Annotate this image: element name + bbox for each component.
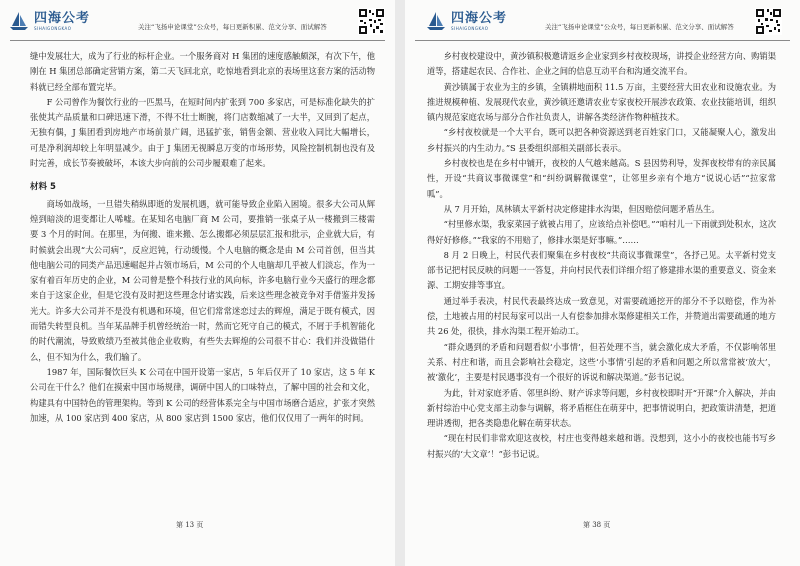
right-page-body bbox=[427, 49, 776, 462]
brand-logo bbox=[425, 10, 507, 32]
paragraph: 从 7 月开始，凤林镇太平新村决定修建排水沟渠，但因赔偿问题矛盾丛生。 bbox=[443, 203, 720, 214]
right-page-header bbox=[405, 0, 800, 48]
header-divider bbox=[10, 40, 385, 41]
left-page-header bbox=[0, 0, 395, 48]
paragraph: 为此，针对家庭矛盾、邻里纠纷、财产诉求等问题，乡村夜校即时开“开课”介入解决，并由新村综治中心党支部主动参与调解，将矛盾框住在萌芽中，把事情说明白，把政策讲清楚，把道理讲透彻，把各类隐患化解在萌芽状态。 bbox=[427, 387, 776, 429]
brand-logo bbox=[8, 10, 90, 32]
paragraph: “乡村夜校就是一个大平台，既可以把各种资源送到老百姓家门口，又能凝聚人心，激发出乡村振兴的内生动力。”S 县委组织部相关副部长表示。 bbox=[427, 127, 776, 153]
promo-text: 关注“飞扬申论课堂”公众号，每日更新积累、范文分享、面试解答 bbox=[138, 23, 327, 31]
brand-name: 四海公考 bbox=[34, 10, 91, 26]
brand-subtitle: SIHAIGONGKAO bbox=[34, 25, 72, 31]
paragraph: 缝中发展壮大，成为了行业的标杆企业。一个服务商对 H 集团的速度感触颇深，有次下午，他刚在 H 集团总部确定营销方案，第二天飞回北京，吃惊地看到北京的表场里这套方案的活动物料就已经全部布置完毕。 bbox=[30, 51, 375, 92]
paragraph: 商场如战场，一旦错失稍纵即逝的发展机遇，就可能导致企业陷入困境。很多大公司从辉煌到暗淡的退变都让人唏嘘。在某知名电脑厂商 M 公司，要推销一张桌子从一楼搬到三楼需要 3 个月的时间。在那里，为何搬、谁来搬、怎么搬都必须层层汇报和批示，企业就大后，有时候就会出现“大公司病”，反应迟钝，行动缓慢。个人电脑的概念是由 M 公司首创，但当其他电脑公司的同类产品迅速崛起并占领市场后，M 公司的个人电脑却几乎被人们淡忘，作为一家有着百年历史的企业，M 公司曾是整个科技行业的风向标，许多电脑行业今天盛行的理念都来自于这家企业，但是它没有及时把这些理念付诸实践，后来这些理念被竞争对手借鉴并发扬光大。许多大公司并不是没有机遇和环境，但它们常常迷恋过去的辉煌，满足于既有模式，因而错失转型良机。当年某品牌手机曾经统治一时，然而它死守自己的模式，不屑于手机智能化的时代潮流，导致败绩乃至被其他企业收购，有些失去辉煌的公司很不甘心：我们并没做错什么，但不知为什么，我们输了。 bbox=[30, 198, 375, 362]
paragraph: “村里修水渠，我家菜园子就被占用了，应该给点补偿吧。”“咱村儿一下雨就到处积水，这次得好好修修。”“我家的不用赔了，修排水渠是好事嘛。”…… bbox=[427, 219, 776, 245]
page-number: 第 38 页 bbox=[583, 521, 611, 529]
left-page bbox=[0, 0, 395, 566]
section-title: 材料 5 bbox=[30, 182, 56, 193]
brand-subtitle: SIHAIGONGKAO bbox=[451, 25, 489, 31]
paragraph: 乡村夜校也是在乡村中铺开，夜校的人气越来越高。S 县因势利导，发挥夜校带有的亲民属性，开设“共商议事微课堂”和“纠纷调解微课堂”，让邻里乡亲有个地方“说说心话”“拉家常呱”。 bbox=[427, 158, 776, 199]
right-page bbox=[405, 0, 800, 566]
paragraph: 通过举手表决，村民代表最终达成一致意见，对需要疏通挖开的部分不予以赔偿，作为补偿，土地被占用的村民每家可以出一人有偿参加排水渠修建相关工作，并赞道出需要疏通的地方共 26 处，很快，排水沟渠工程开始动工。 bbox=[427, 295, 776, 337]
page-number: 第 13 页 bbox=[176, 521, 204, 529]
paragraph: F 公司曾作为餐饮行业的一匹黑马，在短时间内扩张到 700 多家店，可是标准化缺失的扩张使其产品质量和口碑迅速下滑，不得不壮士断腕，将门店数缩减了一大半，又回到了起点，无独有偶，J 集团看到房地产市场前景广阔，迅猛扩张，销售金额、营业收入同比大幅增长，可是净利润却较上年明显减少。由于 J 集团无视瞬息万变的市场形势，风险控制机制也没有及时完善，成长节奏被破坏，本该大步向前的公司步履艰难了起来。 bbox=[30, 96, 375, 169]
paragraph: 8 月 2 日晚上，村民代表们聚集在乡村夜校“共商议事微课堂”，各抒己见。太平新村党支部书记把村民反映的问题一一答复，并向村民代表们详细介绍了修建排水渠的重要意义、资金来源、工期安排等事宜。 bbox=[427, 249, 776, 291]
brand-name: 四海公考 bbox=[451, 10, 508, 26]
sailboat-logo-icon bbox=[8, 10, 30, 32]
paragraph: “群众遇到的矛盾和问题看似‘小事情’，但若处理不当，就会激化成大矛盾，不仅影响邻里关系、村庄和谐，而且会影响社会稳定，这些‘小事情’引起的矛盾和问题之所以常常被‘放大’，被‘激化’，主要是村民遇事没有一个很好的诉说和解决渠道。”彭书记说。 bbox=[427, 341, 776, 383]
paragraph: “现在村民们非常欢迎这夜校，村庄也变得越来越和谐。没想到，这小小的夜校也能书写乡村振兴的‘大文章’！”彭书记说。 bbox=[427, 433, 776, 459]
paragraph: 黄沙镇属于农业为主的乡镇，全镇耕地面积 11.5 万亩，主要经营大田农业和设施农业。为推进规模种植、发展现代农业，黄沙镇还邀请农业专家夜校开展涉农政策、农业技能培训，组织镇内规范家庭农场与部分合作社负责人，讲解各类经济作物种植技术。 bbox=[427, 81, 776, 123]
paragraph: 乡村夜校建设中，黄沙镇积极邀请返乡企业家到乡村夜校现场，讲授企业经营方向、购销渠道等，搭建起农民、合作社、企业之间的信息互动平台和沟通交流平台。 bbox=[427, 51, 776, 77]
promo-text: 关注“飞扬申论课堂”公众号，每日更新积累、范文分享、面试解答 bbox=[545, 23, 734, 31]
left-page-body bbox=[30, 49, 375, 426]
qr-code-icon bbox=[755, 8, 782, 35]
qr-code-icon bbox=[358, 8, 385, 35]
paragraph: 1987 年，国际餐饮巨头 K 公司在中国开设第一家店，5 年后仅开了 10 家店，这 5 年 K 公司在干什么？他们在摸索中国市场规律，调研中国人的口味特点，了解中国的社会和文化，构建具有中国特色的管理架构。等到 K 公司的经营体系完全与中国市场磨合适应，扩张才突然加速，从 100 家店到 400 家店，从 800 家店到 1500 家店，他们仅仅用了一两年的时间。 bbox=[30, 366, 375, 423]
sailboat-logo-icon bbox=[425, 10, 447, 32]
header-divider bbox=[415, 40, 790, 41]
